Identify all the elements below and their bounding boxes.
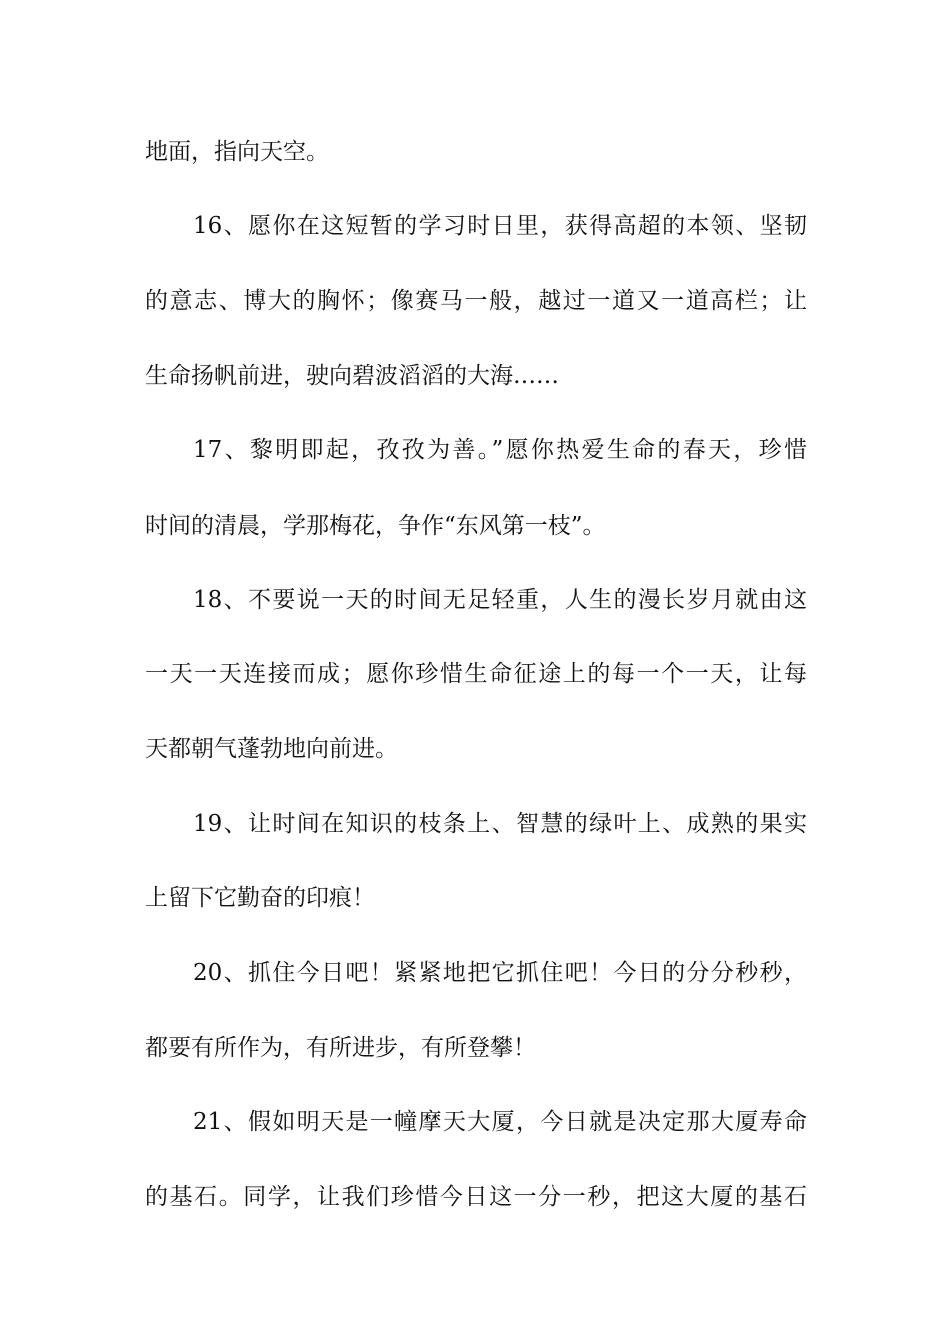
text-line: 一天一天连接而成；愿你珍惜生命征途上的每一个一天，让每: [145, 661, 807, 687]
text-line: 16、愿你在这短暂的学习时日里，获得高超的本领、坚韧: [193, 213, 807, 239]
text-line: 20、抓住今日吧！紧紧地把它抓住吧！今日的分分秒秒，: [193, 960, 807, 986]
text-line: 上留下它勤奋的印痕！: [145, 885, 375, 911]
text-line: 天都朝气蓬勃地向前进。: [145, 736, 398, 762]
text-line: 18、不要说一天的时间无足轻重，人生的漫长岁月就由这: [193, 587, 807, 613]
text-line: 19、让时间在知识的枝条上、智慧的绿叶上、成熟的果实: [193, 811, 807, 837]
text-line: 时间的清晨，学那梅花，争作“东风第一枝”。: [145, 513, 606, 539]
text-line: 的基石。同学，让我们珍惜今日这一分一秒，把这大厦的基石: [145, 1184, 807, 1210]
text-line: 21、假如明天是一幢摩天大厦，今日就是决定那大厦寿命: [193, 1109, 807, 1135]
text-line: 17、黎明即起，孜孜为善。”愿你热爱生命的春天，珍惜: [193, 437, 807, 463]
text-line: 生命扬帆前进，驶向碧波滔滔的大海……: [145, 363, 559, 389]
text-line: 地面，指向天空。: [145, 139, 329, 165]
text-line: 都要有所作为，有所进步，有所登攀！: [145, 1035, 536, 1061]
text-line: 的意志、博大的胸怀；像赛马一般，越过一道又一道高栏；让: [145, 288, 807, 314]
